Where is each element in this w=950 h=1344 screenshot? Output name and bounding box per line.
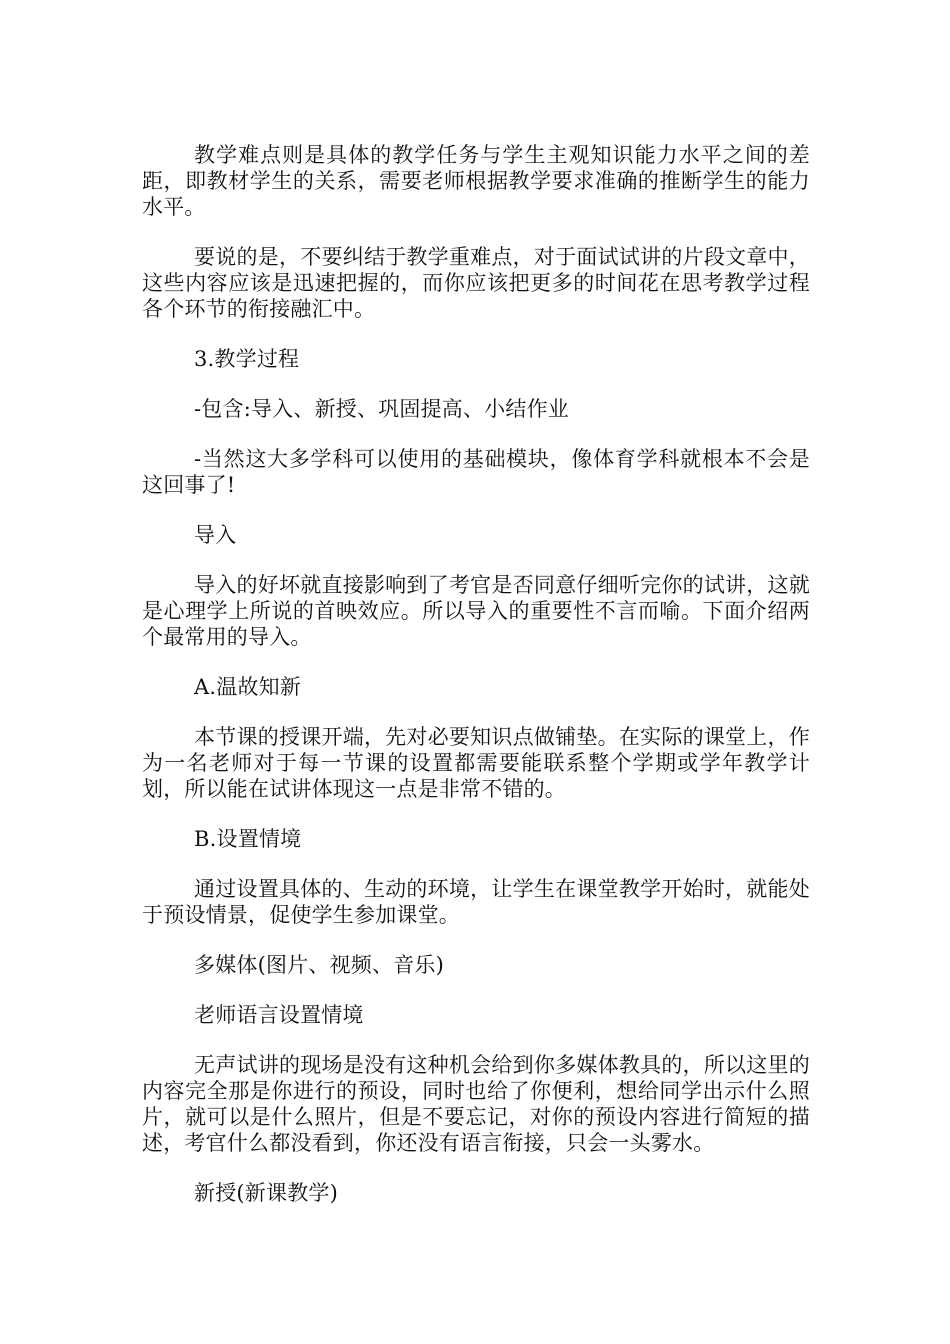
heading-review-new: A.温故知新 <box>194 675 302 699</box>
heading-teaching-process: 3.教学过程 <box>194 347 300 371</box>
paragraph-focus-advice: 要说的是，不要纠结于教学重难点，对于面试试讲的片段文章中，这些内容应该是迅速把握的，而你应该把更多的时间花在思考教学过程各个环节的衔接融汇中。 <box>142 245 810 321</box>
paragraph-set-scenario: 通过设置具体的、生动的环境，让学生在课堂教学开始时，就能处于预设情景，促使学生参加课堂。 <box>142 877 810 927</box>
heading-set-scenario: B.设置情境 <box>194 827 302 851</box>
paragraph-introduction: 导入的好坏就直接影响到了考官是否同意仔细听完你的试讲，这就是心理学上所说的首映效应。所以导入的重要性不言而喻。下面介绍两个最常用的导入。 <box>142 573 810 649</box>
paragraph-difficulty-definition: 教学难点则是具体的教学任务与学生主观知识能力水平之间的差距，即教材学生的关系，需要老师根据教学要求准确的推断学生的能力水平。 <box>142 143 810 219</box>
paragraph-silent-lecture: 无声试讲的现场是没有这种机会给到你多媒体教具的，所以这里的内容完全那是你进行的预设，同时也给了你便利，想给同学出示什么照片，就可以是什么照片，但是不要忘记，对你的预设内容进行简短的描述，考官什么都没看到，你还没有语言衔接，只会一头雾水。 <box>142 1053 810 1155</box>
heading-introduction: 导入 <box>194 523 237 547</box>
document-body <box>142 142 810 1230</box>
list-item-basic-module: -当然这大多学科可以使用的基础模块，像体育学科就根本不会是这回事了! <box>142 447 810 497</box>
item-teacher-language: 老师语言设置情境 <box>194 1003 364 1027</box>
paragraph-review-new: 本节课的授课开端，先对必要知识点做铺垫。在实际的课堂上，作为一名老师对于每一节课的设置都需要能联系整个学期或学年教学计划，所以能在试讲体现这一点是非常不错的。 <box>142 725 810 801</box>
heading-new-lesson: 新授(新课教学) <box>194 1181 338 1205</box>
item-multimedia: 多媒体(图片、视频、音乐) <box>194 953 444 977</box>
list-item-includes: -包含:导入、新授、巩固提高、小结作业 <box>194 397 569 421</box>
